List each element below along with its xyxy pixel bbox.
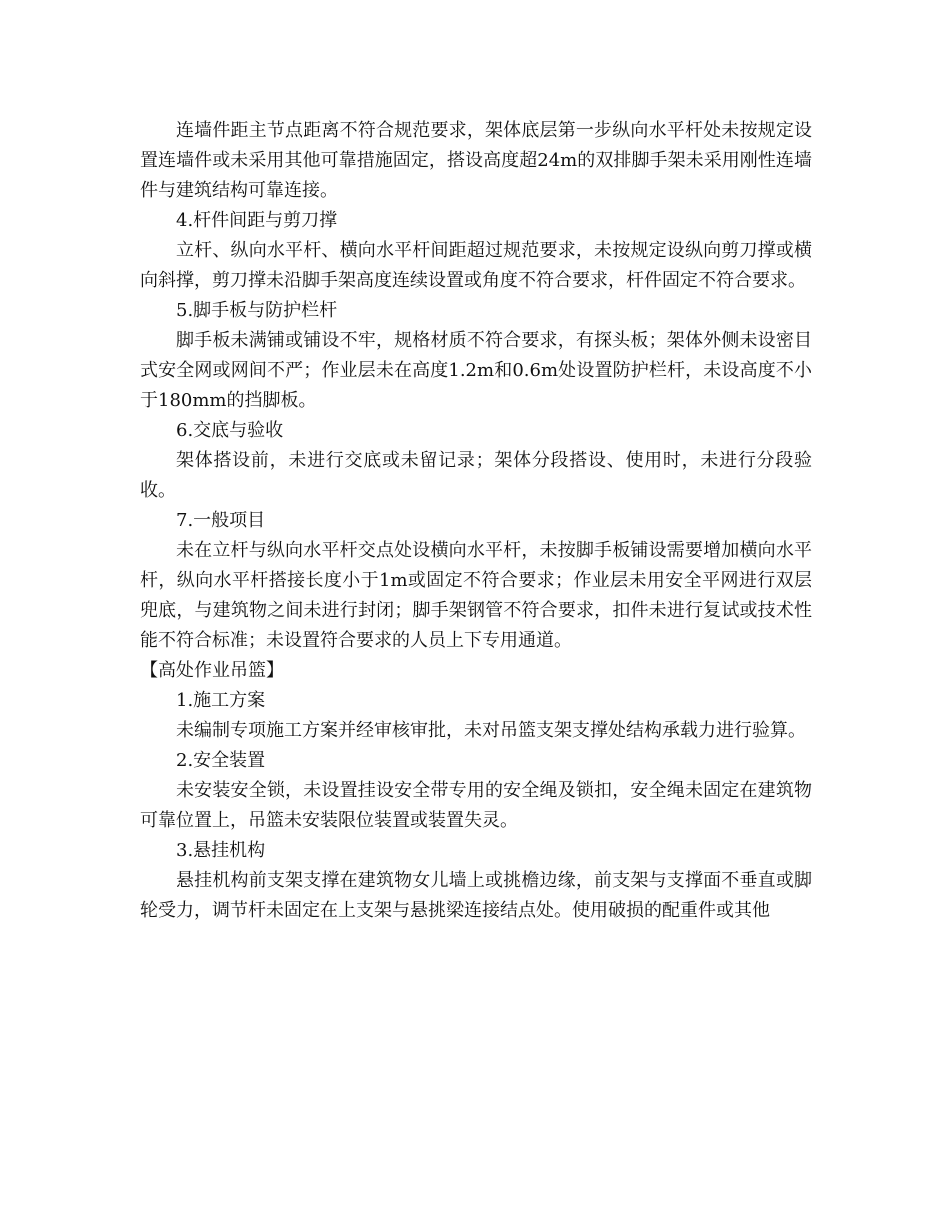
heading-safety-devices: 2.安全装置 <box>176 750 266 771</box>
document-body <box>140 116 812 926</box>
heading-construction-plan: 1.施工方案 <box>176 690 266 711</box>
paragraph-suspension-mechanism: 悬挂机构前支架支撑在建筑物女儿墙上或挑檐边缘，前支架与支撑面不垂直或脚轮受力，调节杆未固定在上支架与悬挑梁连接结点处。使用破损的配重件或其他 <box>140 870 812 921</box>
paragraph-member-spacing: 立杆、纵向水平杆、横向水平杆间距超过规范要求，未按规定设纵向剪刀撑或横向斜撑，剪刀撑未沿脚手架高度连续设置或角度不符合要求，杆件固定不符合要求。 <box>140 240 812 291</box>
paragraph-scaffold-board: 脚手板未满铺或铺设不牢，规格材质不符合要求，有探头板；架体外侧未设密目式安全网或网间不严；作业层未在高度1.2m和0.6m处设置防护栏杆，未设高度不小于180mm的挡脚板。 <box>140 330 812 411</box>
paragraph-wall-ties: 连墙件距主节点距离不符合规范要求，架体底层第一步纵向水平杆处未按规定设置连墙件或未采用其他可靠措施固定，搭设高度超24m的双排脚手架未采用刚性连墙件与建筑结构可靠连接。 <box>140 120 812 201</box>
paragraph-construction-plan: 未编制专项施工方案并经审核审批，未对吊篮支架支撑处结构承载力进行验算。 <box>176 720 806 741</box>
heading-member-spacing: 4.杆件间距与剪刀撑 <box>176 210 338 231</box>
heading-scaffold-board: 5.脚手板与防护栏杆 <box>176 300 338 321</box>
paragraph-safety-devices: 未安装安全锁，未设置挂设安全带专用的安全绳及锁扣，安全绳未固定在建筑物可靠位置上，吊篮未安装限位装置或装置失灵。 <box>140 780 812 831</box>
heading-suspension-mechanism: 3.悬挂机构 <box>176 840 266 861</box>
paragraph-general-items: 未在立杆与纵向水平杆交点处设横向水平杆，未按脚手板铺设需要增加横向水平杆，纵向水平杆搭接长度小于1m或固定不符合要求；作业层未用安全平网进行双层兜底，与建筑物之间未进行封闭；脚手架钢管不符合要求，扣件未进行复试或技术性能不符合标准；未设置符合要求的人员上下专用通道。 <box>140 540 812 651</box>
heading-general-items: 7.一般项目 <box>176 510 266 531</box>
heading-briefing-acceptance: 6.交底与验收 <box>176 420 284 441</box>
paragraph-briefing-acceptance: 架体搭设前，未进行交底或未留记录；架体分段搭设、使用时，未进行分段验收。 <box>140 450 812 501</box>
section-title-hanging-basket: 【高处作业吊篮】 <box>140 660 284 681</box>
